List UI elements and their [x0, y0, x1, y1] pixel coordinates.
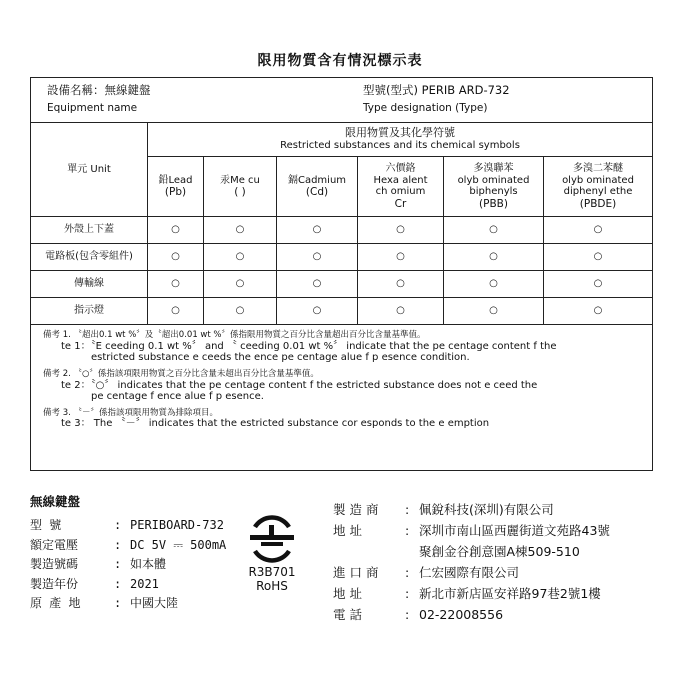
product-row: 製造年份 : 2021	[30, 576, 159, 591]
substance-pbde	[544, 157, 653, 217]
presence-mark: ○	[358, 244, 444, 271]
note-en: te 3： The 〝－〞 indicates that the estricted substance cor esponds to the e emption	[61, 418, 490, 430]
substance-symbol: (Cd)	[305, 186, 329, 199]
manufacturer-label: 電話	[333, 607, 367, 622]
product-row: 額定電壓 : DC 5V ⎓ 500mA	[30, 537, 227, 552]
presence-mark: ○	[544, 217, 653, 244]
manufacturer-row	[333, 542, 663, 563]
note-zh: 備考 2. 〝○〞係指該項限用物質之百分比含量未超出百分比含量基準值。	[43, 368, 319, 379]
note-en-cont: estricted substance e ceeds the ence pe centage alue f p esence condition.	[91, 352, 470, 364]
manufacturer-value: 新北市新店區安祥路97巷2號1樓	[419, 586, 601, 601]
note-3	[43, 409, 652, 430]
substance-symbol: Cr	[394, 197, 407, 210]
manufacturer-info	[333, 500, 663, 626]
presence-mark: ○	[204, 271, 277, 298]
table-row	[31, 298, 653, 325]
table-row	[31, 244, 653, 271]
presence-mark: ○	[148, 298, 204, 325]
presence-mark: ○	[544, 244, 653, 271]
manufacturer-value: 聚創金谷創意園A棟509-510	[419, 544, 580, 559]
table-row	[31, 271, 653, 298]
substance-symbol: (Pb)	[164, 186, 187, 199]
substance-text: 汞Me cu	[220, 174, 260, 186]
substance-symbol: (PBB)	[479, 197, 508, 210]
product-value: 如本體	[130, 557, 167, 571]
product-label: 額定電壓	[30, 537, 79, 552]
unit-header: 單元 Unit	[31, 123, 148, 217]
row-label: 外殼上下蓋	[31, 217, 148, 244]
product-row: 製造號碼 : 如本體	[30, 557, 167, 571]
row-label: 指示燈	[31, 298, 148, 325]
note-en: te 1：〝E ceeding 0.1 wt %〞 and 〝 ceeding 0.01 wt %〞 indicate that the pe centage content f the	[61, 340, 557, 352]
presence-mark: ○	[204, 217, 277, 244]
product-label: 原 產 地	[30, 596, 81, 610]
presence-mark: ○	[544, 271, 653, 298]
manufacturer-value: 深圳市南山區西麗街道文苑路43號	[419, 523, 610, 538]
type-designation-zh: 型號(型式) PERIB ARD-732	[363, 83, 510, 97]
page-title: 限用物質含有情況標示表	[257, 53, 423, 69]
presence-mark: ○	[444, 217, 544, 244]
bsmi-logo-icon	[247, 515, 297, 563]
product-row: 型 號 : PERIBOARD-732	[30, 518, 224, 532]
type-designation-en: Type designation (Type)	[363, 102, 488, 114]
presence-mark: ○	[444, 271, 544, 298]
substance-text: 多溴二苯醚 olyb ominated diphenyl ethe	[562, 163, 634, 198]
substance-pbb	[444, 157, 544, 217]
note-2	[43, 370, 652, 403]
restricted-substances-table	[30, 77, 653, 471]
product-name: 無線鍵盤	[30, 494, 81, 509]
certification-code: R3B701	[248, 565, 296, 579]
row-label: 傳輸線	[31, 271, 148, 298]
presence-mark: ○	[148, 244, 204, 271]
substance-chromium	[358, 157, 444, 217]
presence-mark: ○	[277, 298, 358, 325]
presence-mark: ○	[148, 217, 204, 244]
rohs-label: RoHS	[256, 579, 288, 593]
presence-mark: ○	[358, 271, 444, 298]
product-info	[30, 492, 240, 614]
table-row	[31, 217, 653, 244]
notes-cell	[31, 325, 653, 471]
presence-mark: ○	[544, 298, 653, 325]
presence-mark: ○	[277, 271, 358, 298]
substance-lead	[148, 157, 204, 217]
substance-symbol: (PBDE)	[579, 197, 617, 210]
product-label: 製造號碼	[30, 557, 79, 571]
presence-mark: ○	[358, 217, 444, 244]
product-value: PERIBOARD-732	[130, 518, 224, 532]
equipment-name-zh: 設備名稱：無線鍵盤	[47, 83, 151, 97]
equipment-header-row	[31, 78, 653, 123]
presence-mark: ○	[148, 271, 204, 298]
product-value: 中國大陸	[130, 596, 179, 610]
presence-mark: ○	[277, 217, 358, 244]
restricted-substances-header	[148, 123, 653, 157]
substance-mercury	[204, 157, 277, 217]
product-value: DC 5V ⎓ 500mA	[130, 537, 227, 552]
equipment-name-en: Equipment name	[47, 102, 138, 114]
presence-mark: ○	[277, 244, 358, 271]
substance-text: 鉛Lead	[158, 174, 193, 186]
product-label: 型 號	[30, 518, 62, 532]
manufacturer-value: 佩銳科技(深圳)有限公司	[419, 502, 554, 517]
substance-cadmium	[277, 157, 358, 217]
manufacturer-label: 地址	[333, 586, 367, 601]
note-en-cont: pe centage f ence alue f p esence.	[91, 391, 264, 403]
manufacturer-row: 地址 : 深圳市南山區西麗街道文苑路43號	[333, 523, 610, 538]
substance-text: 多溴聯苯 olyb ominated biphenyls	[457, 163, 530, 198]
presence-mark: ○	[204, 298, 277, 325]
product-row: 原 產 地 : 中國大陸	[30, 596, 179, 610]
note-1	[43, 331, 652, 364]
bsmi-certification-mark	[238, 515, 306, 593]
substance-text: 鎘Cadmium	[287, 174, 347, 186]
presence-mark: ○	[444, 244, 544, 271]
equipment-header-cell	[31, 78, 653, 123]
manufacturer-row: 地址 : 新北市新店區安祥路97巷2號1樓	[333, 586, 601, 601]
presence-mark: ○	[444, 298, 544, 325]
restricted-header-row	[31, 123, 653, 157]
manufacturer-row: 製造商 : 佩銳科技(深圳)有限公司	[333, 502, 554, 517]
restricted-header-zh: 限用物質及其化學符號	[345, 126, 455, 140]
product-label: 製造年份	[30, 576, 79, 591]
manufacturer-label: 地址	[333, 523, 367, 538]
note-zh: 備考 3. 〝－〞係指該項限用物質為排除項目。	[43, 407, 219, 418]
product-value: 2021	[130, 576, 159, 591]
presence-mark: ○	[358, 298, 444, 325]
substance-text: 六價鉻 Hexa alent ch omium	[373, 163, 428, 198]
presence-mark: ○	[204, 244, 277, 271]
manufacturer-label: 進口商	[333, 565, 383, 580]
substance-symbol: ( )	[234, 186, 246, 199]
manufacturer-value: 02-22008556	[419, 607, 504, 622]
notes-row	[31, 325, 653, 471]
manufacturer-label: 製造商	[333, 502, 383, 517]
note-en: te 2：〝○〞 indicates that the pe centage content f the estricted substance does not e ceed the	[61, 379, 538, 391]
row-label: 電路板(包含零組件)	[31, 244, 148, 271]
manufacturer-row: 進口商 : 仁宏國際有限公司	[333, 565, 520, 580]
restricted-header-en: Restricted substances and its chemical symbols	[280, 140, 520, 152]
manufacturer-value: 仁宏國際有限公司	[419, 565, 520, 580]
note-zh: 備考 1. 〝超出0.1 wt %〞及〝超出0.01 wt %〞係指限用物質之百分比含量超出百分比含量基準值。	[43, 330, 426, 340]
manufacturer-row: 電話 : 02-22008556	[333, 607, 504, 622]
